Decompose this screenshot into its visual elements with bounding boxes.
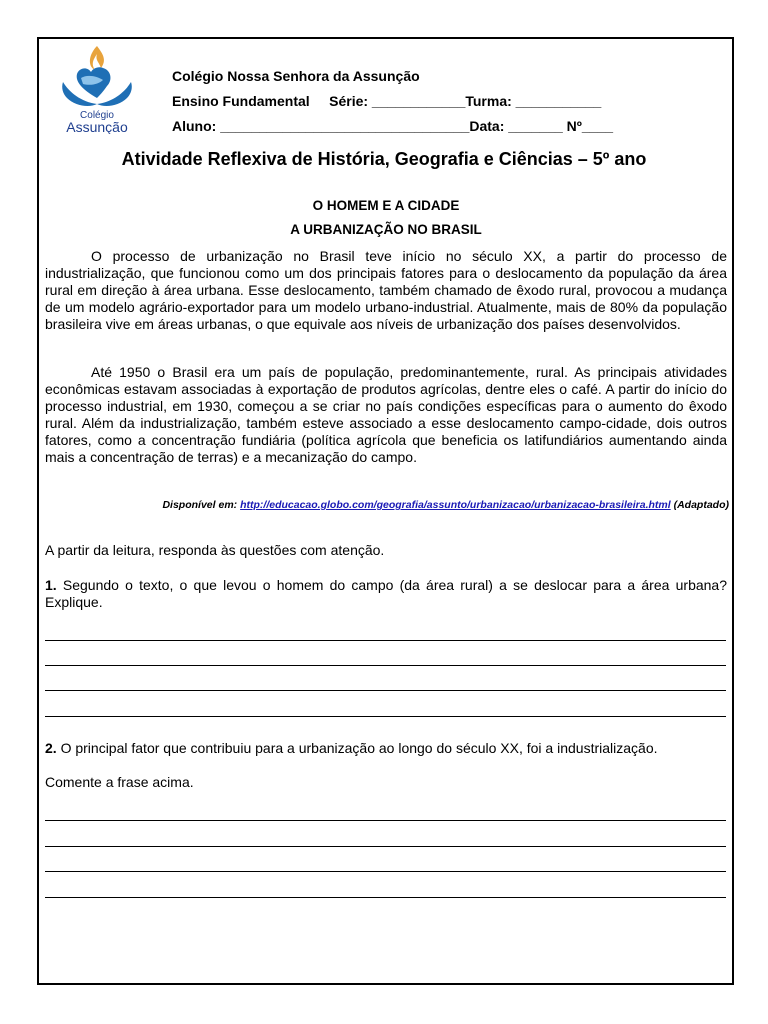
answer-line[interactable]: [45, 897, 726, 898]
question-2-followup: Comente a frase acima.: [45, 774, 194, 790]
question-2: [45, 740, 727, 757]
grade-row[interactable]: Ensino Fundamental Série: ____________Turma: ___________: [172, 93, 602, 109]
answer-line[interactable]: [45, 871, 726, 872]
answer-line[interactable]: [45, 820, 726, 821]
page-border: [37, 37, 734, 985]
question-2-number: 2.: [45, 740, 57, 756]
school-logo: [53, 42, 141, 134]
answer-line[interactable]: [45, 690, 726, 691]
answer-line[interactable]: [45, 716, 726, 717]
answer-line[interactable]: [45, 665, 726, 666]
answer-line[interactable]: [45, 846, 726, 847]
activity-title: Atividade Reflexiva de História, Geografia e Ciências – 5º ano: [121, 149, 647, 169]
answer-line[interactable]: [45, 640, 726, 641]
source-citation: [45, 499, 729, 511]
school-name: Colégio Nossa Senhora da Assunção: [172, 68, 420, 84]
source-prefix: Disponível em:: [162, 499, 241, 511]
student-row[interactable]: Aluno: ________________________________Data: _______ Nº____: [172, 118, 614, 134]
question-1-text: Segundo o texto, o que levou o homem do campo (da área rural) a se deslocar para a área urbana? Explique.: [45, 577, 727, 610]
question-1: [45, 577, 727, 611]
logo-text-top: Colégio: [80, 110, 114, 121]
question-2-text: O principal fator que contribuiu para a urbanização ao longo do século XX, foi a industrialização.: [56, 740, 658, 756]
source-link[interactable]: http://educacao.globo.com/geografia/assunto/urbanizacao/urbanizacao-brasileira.html: [240, 499, 671, 511]
instruction-text: A partir da leitura, responda às questões com atenção.: [45, 542, 385, 558]
paragraph-1: O processo de urbanização no Brasil teve início no século XX, a partir do processo de industrialização, que funcionou como um dos principais fatores para o deslocamento da população da área rural em direção à área urbana. Esse deslocamento, também chamado de êxodo rural, provocou a mudança de um modelo agrário-exportador para um modelo urbano-industrial. Atualmente, mais de 80% da população brasileira vive em áreas urbanas, o que equivale aos níveis de urbanização dos países desenvolvidos.: [45, 248, 727, 332]
source-suffix: (Adaptado): [670, 499, 729, 511]
question-1-number: 1.: [45, 577, 57, 593]
subsection-title: A URBANIZAÇÃO NO BRASIL: [290, 222, 482, 237]
section-title: O HOMEM E A CIDADE: [312, 198, 460, 213]
paragraph-2: Até 1950 o Brasil era um país de população, predominantemente, rural. As principais atividades econômicas estavam associadas à exportação de produtos agrícolas, dentre eles o café. A partir do início do processo industrial, em 1930, começou a se criar no país condições específicas para o aumento do êxodo rural. Além da industrialização, também esteve associado a esse deslocamento campo-cidade, dois outros fatores, como a concentração fundiária (política agrícola que beneficia os latifundiários aumentando ainda mais a concentração de terras) e a mecanização do campo.: [45, 364, 727, 465]
logo-text-bottom: Assunção: [66, 119, 128, 134]
